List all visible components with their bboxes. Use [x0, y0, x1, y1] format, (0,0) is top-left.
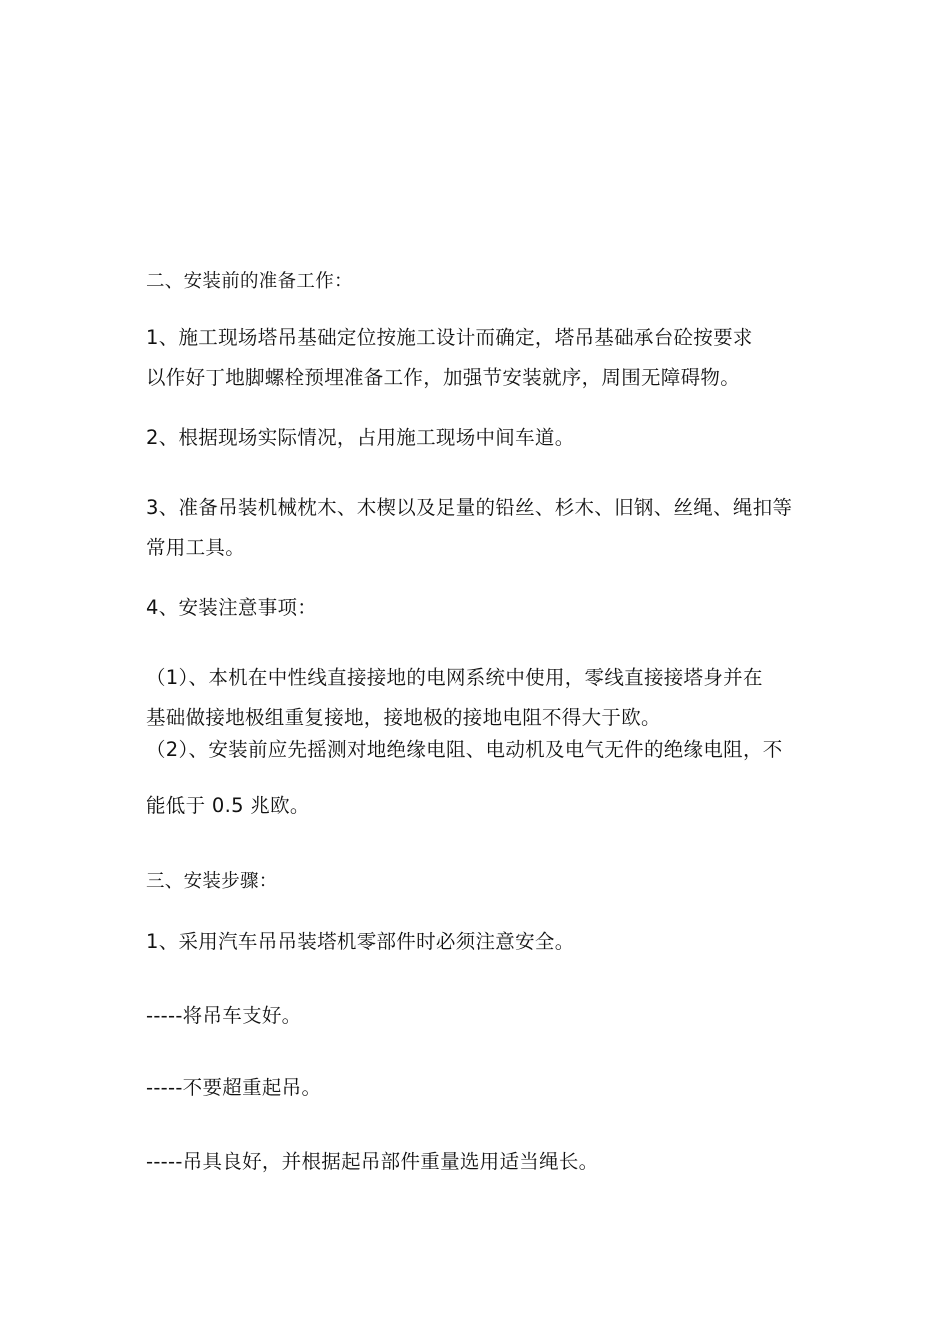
- paragraph-note-1: [146, 658, 816, 738]
- section-heading-text: 三、安装步骤：: [146, 871, 278, 892]
- paragraph-line: 3、准备吊装机械枕木、木楔以及足量的铅丝、杉木、旧钢、丝绳、绳扣等: [146, 496, 793, 519]
- paragraph-line: -----不要超重起吊。: [146, 1076, 322, 1099]
- paragraph-item-2: [146, 418, 816, 458]
- paragraph-line: -----吊具良好，并根据起吊部件重量选用适当绳长。: [146, 1150, 599, 1173]
- paragraph-step-1: [146, 922, 816, 962]
- paragraph-line: 能低于 0.5 兆欧。: [146, 794, 310, 817]
- paragraph-item-3: [146, 488, 816, 568]
- paragraph-line: 基础做接地极组重复接地，接地极的接地电阻不得大于欧。: [146, 706, 661, 729]
- section-heading-steps: [146, 862, 816, 902]
- dash-item-1: [146, 996, 816, 1036]
- paragraph-line: 1、采用汽车吊吊装塔机零部件时必须注意安全。: [146, 930, 575, 953]
- paragraph-line: （2）、安装前应先摇测对地绝缘电阻、电动机及电气无件的绝缘电阻，不: [146, 738, 783, 761]
- paragraph-line: 4、安装注意事项：: [146, 596, 318, 619]
- paragraph-item-1: [146, 318, 816, 398]
- dash-item-2: [146, 1068, 816, 1108]
- paragraph-line: 以作好丁地脚螺栓预埋准备工作，加强节安装就序，周围无障碍物。: [146, 366, 741, 389]
- dash-item-3: [146, 1142, 816, 1182]
- paragraph-line: 1、施工现场塔吊基础定位按施工设计而确定，塔吊基础承台砼按要求: [146, 326, 753, 349]
- section-heading-preparation: [146, 262, 816, 302]
- section-heading-text: 二、安装前的准备工作：: [146, 271, 353, 292]
- paragraph-line: （1）、本机在中性线直接接地的电网系统中使用，零线直接接塔身并在: [146, 666, 763, 689]
- paragraph-line: 常用工具。: [146, 536, 246, 559]
- paragraph-item-4: [146, 588, 816, 628]
- paragraph-line: 2、根据现场实际情况，占用施工现场中间车道。: [146, 426, 575, 449]
- paragraph-note-2: [146, 730, 816, 826]
- paragraph-line: -----将吊车支好。: [146, 1004, 302, 1027]
